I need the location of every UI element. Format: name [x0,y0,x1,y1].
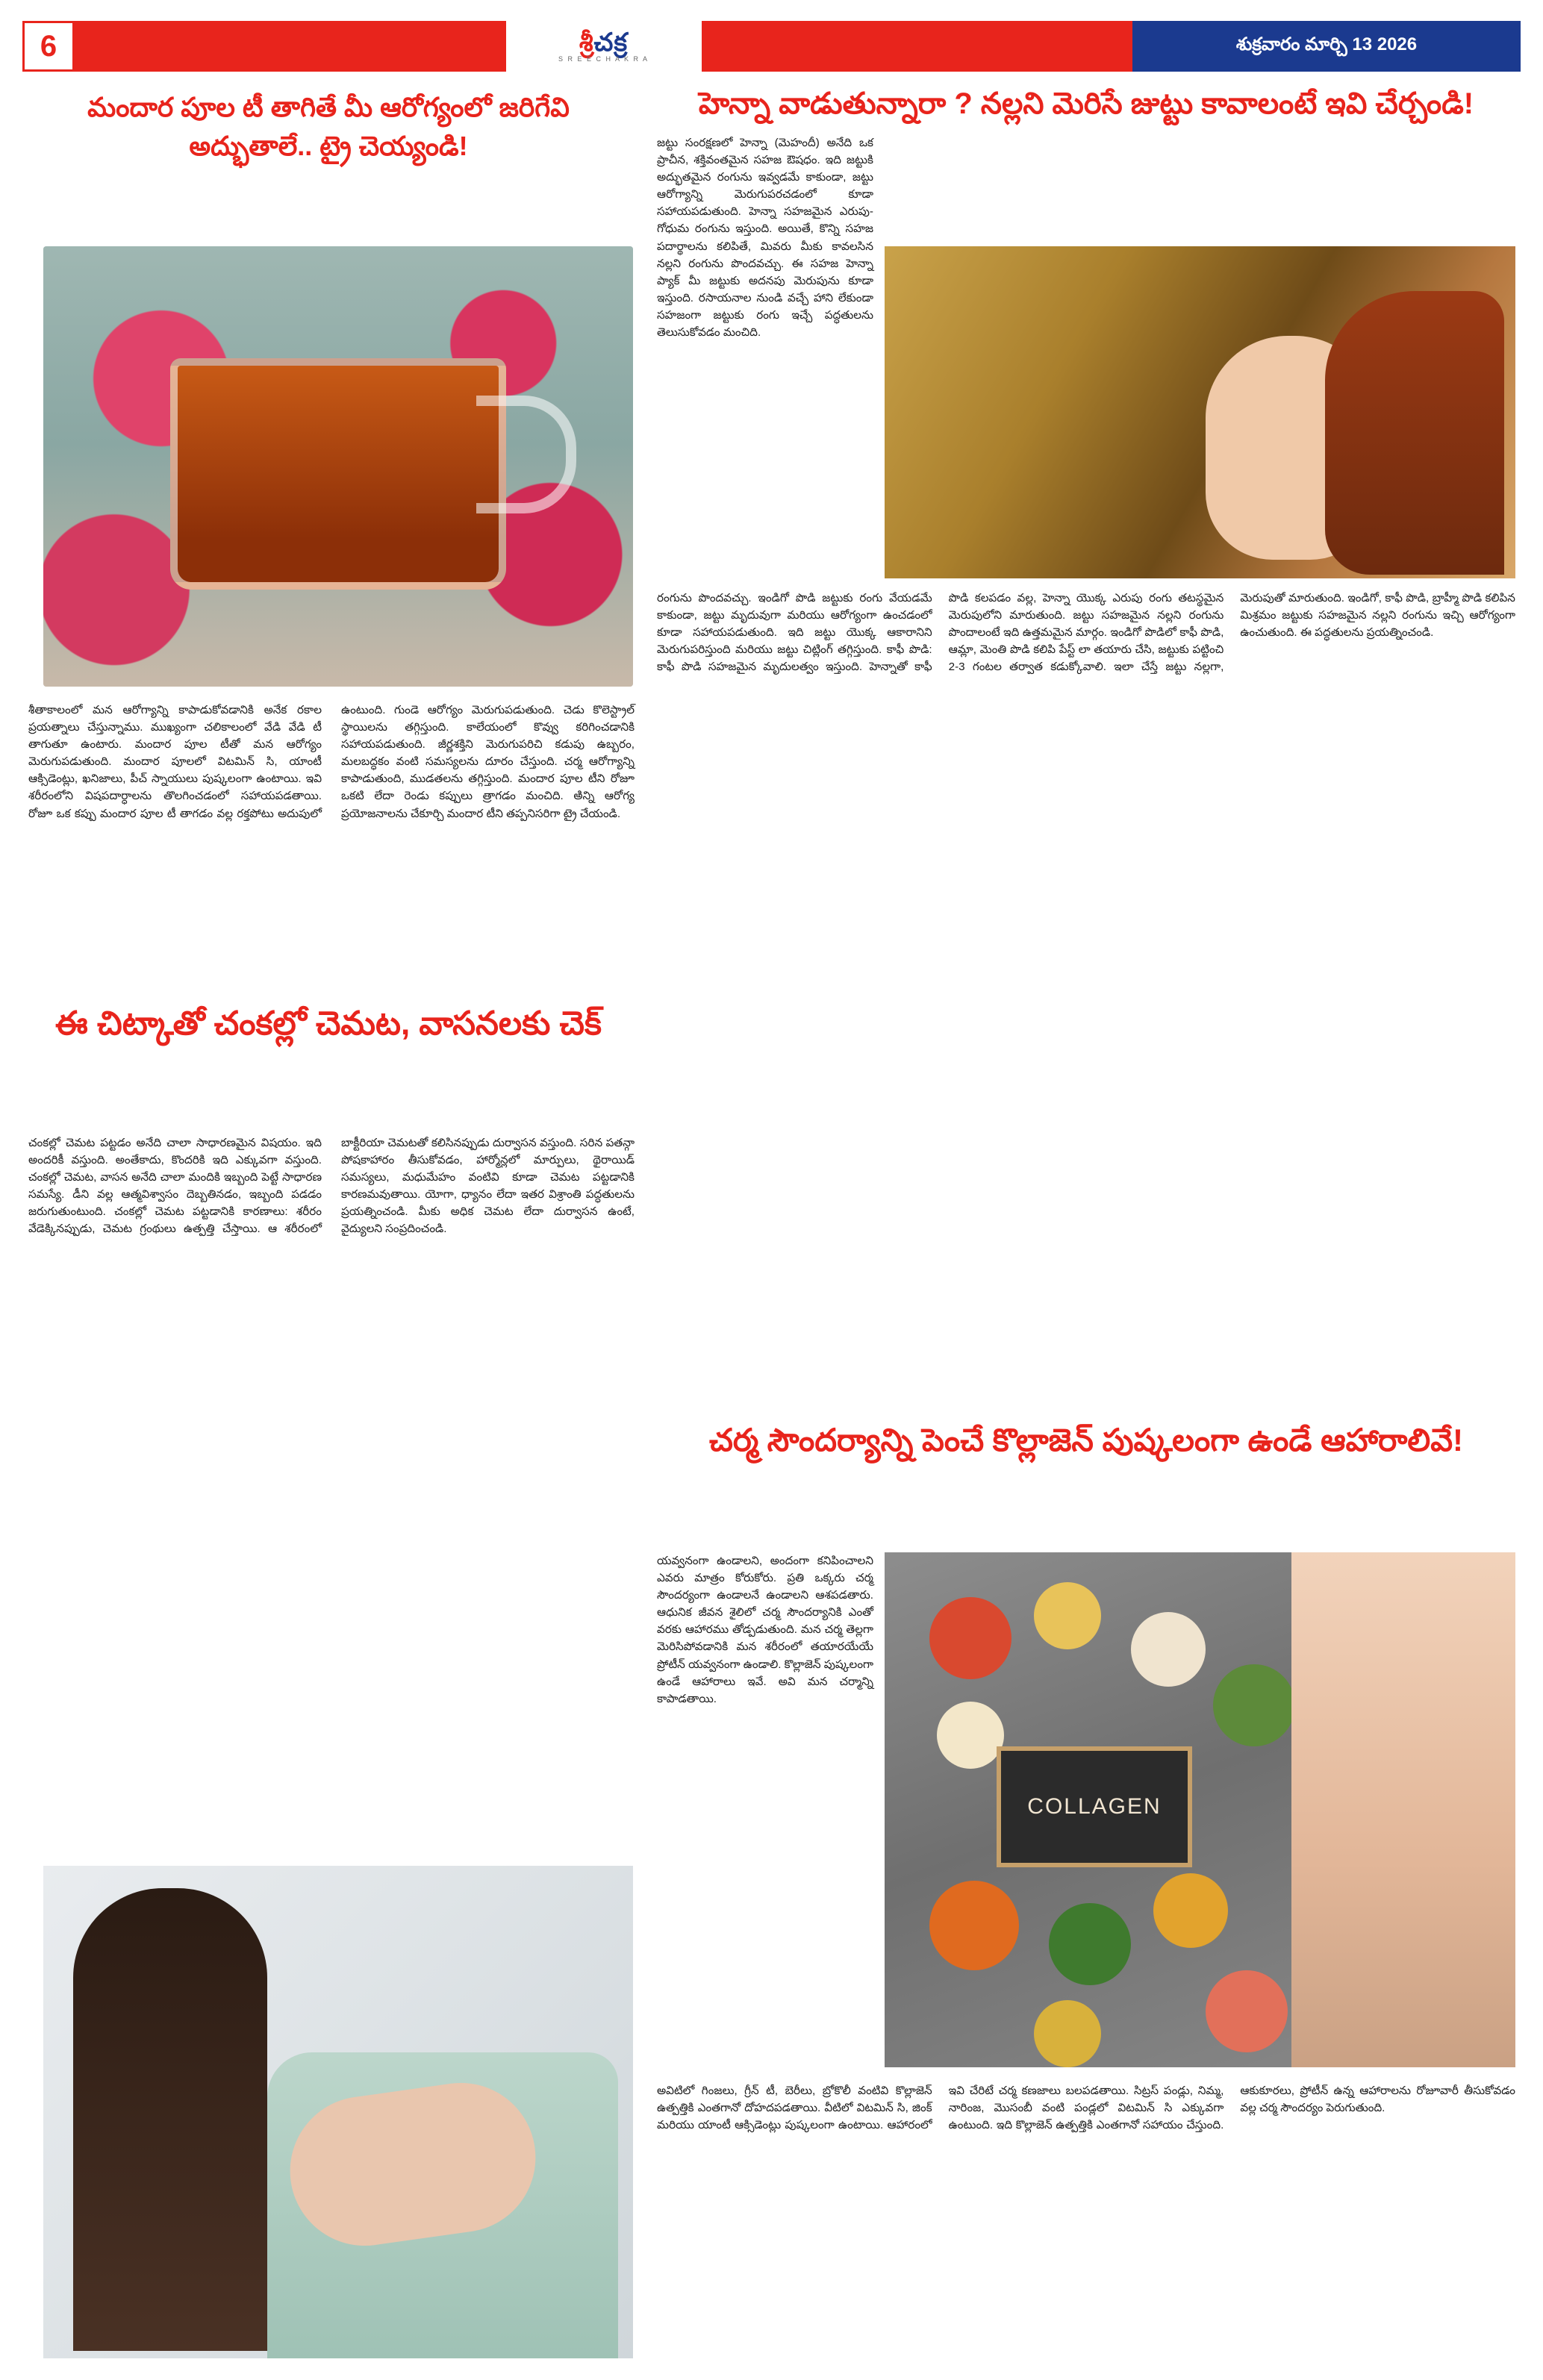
underarm-sweat-photo [43,1866,633,2358]
hibiscus-headline: మందార పూల టీ తాగితే మీ ఆరోగ్యంలో జరిగేవి అద్భుతాలే.. ట్రై చెయ్యండి! [87,92,570,162]
collagen-headline: చర్మ సౌందర్యాన్ని పెంచే కొల్లాజెన్ పుష్కలంగా ఉండే ఆహారాలివే! [708,1422,1464,1458]
sweat-body: చంకల్లో చెమట పట్టడం అనేది చాలా సాధారణమైన విషయం. ఇది అందరికీ వస్తుంది. అంతేకాదు, కొందరికి ఇది ఎక్కువగా వస్తుంది. చంకల్లో చెమట, వాసన అనేది చాలా మందికి ఇబ్బంది పెట్టే సాధారణ సమస్యే. డీని వల్ల ఆత్మవిశ్వాసం దెబ్బతినడం, ఇబ్బంది పడడం జరుగుతుంటుంది. చంకల్లో చెమట పట్టడానికి కారణాలు: శరీరం వేడెక్కినప్పుడు, చెమట గ్రంథులు ఉత్పత్తి చేస్తాయి. ఆ శరీరంలో బాక్టీరియా చెమటతో కలిసినప్పుడు దుర్వాసన వస్తుంది. సరిన పతన్గా పోషకాహారం తీసుకోవడం, హార్మోన్లలో మార్పులు, థైరాయిడ్ సమస్యలు, మధుమేహం వంటివి కూడా చెమట పట్టడానికి కారణమవుతాయి. యోగా, ధ్యానం లేదా ఇతర విశ్రాంతి పద్ధతులను ప్రయత్నించండి. మీకు అధిక చెమట లేదా దుర్వాసన ఉంటే, వైద్యులని సంప్రదించండి. [28,1137,635,1236]
collagen-body-main: అవిటిలో గింజలు, గ్రీన్ టీ, బెరీలు, బ్రోకొలీ వంటివి కొల్లాజెన్ ఉత్పత్తికి ఎంతగానో దోహదపడతాయి. వీటిలో విటమిన్ సి, జింక్ మరియు యాంటీ ఆక్సిడెంట్లు పుష్కలంగా ఉంటాయి. ఆహారంలో ఇవి చేరిటే చర్మ కణజాలు బలపడతాయి. సిట్రస్ పండ్లు, నిమ్మ, నారింజ, మొసంబీ వంటి పండ్లలో విటమిన్ సి ఎక్కువగా ఉంటుంది. ఇది కొల్లాజెన్ ఉత్పత్తికి ఎంతగానో సహాయం చేస్తుంది. ఆకుకూరలు, ప్రోటీన్ ఉన్న ఆహారాలను రోజూవారీ తీసుకోవడం వల్ల చర్మ సౌందర్యం పెరుగుతుంది. [657,2084,1515,2132]
hibiscus-body: శీతాకాలంలో మన ఆరోగ్యాన్ని కాపాడుకోవడానికి అనేక రకాల ప్రయత్నాలు చేస్తున్నాము. ముఖ్యంగా చలికాలంలో వేడి వేడి టీ తాగుతూ ఉంటారు. మందార పూల టీతో మన ఆరోగ్యం మెరుగుపడుతుంది. మందార పూలలో విటమిన్ సి, యాంటీ ఆక్సిడెంట్లు, ఖనిజాలు, పీచ్ స్నాయులు పుష్కలంగా ఉంటాయి. ఇవి శరీరంలోని విషపదార్ధాలను తొలగించడంలో సహాయపడతాయి. రోజూ ఒక కప్పు మందార పూల టీ తాగడం వల్ల రక్తపోటు అదుపులో ఉంటుంది. గుండె ఆరోగ్యం మెరుగుపడుతుంది. చెడు కొలెస్ట్రాల్ స్థాయిలను తగ్గిస్తుంది. కాలేయంలో కొవ్వు కరిగించడానికి సహాయపడుతుంది. జీర్ణశక్తిని మెరుగుపరిచి కడుపు ఉబ్బరం, మలబద్ధకం వంటి సమస్యలను దూరం చేస్తుంది. చర్మ ఆరోగ్యాన్ని కాపాడుతుంది, ముడతలను తగ్గిస్తుంది. మందార పూల టీని రోజూ ఒకటి లేదా రెండు కప్పులు త్రాగడం మంచిది. అిన్ని ఆరోగ్య ప్రయోజనాలను చేకూర్చి మందార టీని తప్పనిసరిగా ట్రై చేయండి. [28,704,635,820]
masthead [22,21,1521,72]
collagen-foods-photo [885,1552,1515,2067]
henna-hair-application-photo [885,246,1515,578]
logo-subtitle: S R E E C H A K R A [558,55,649,63]
logo-text [558,30,649,55]
masthead-center [75,21,1132,72]
henna-headline: హెన్నా వాడుతున్నారా ? నల్లని మెరిసే జుట్టు కావాలంటే ఇవి చేర్చండి! [698,87,1474,120]
henna-body-left: జట్టు సంరక్షణలో హెన్నా (మెహందీ) అనేది ఒక ప్రాచీన, శక్తివంతమైన సహజ ఔషధం. ఇది జట్టుకి అద్భుతమైన రంగును ఇవ్వడమే కాకుండా, జట్టు ఆరోగ్యాన్ని మెరుగుపరచడంలో కూడా సహాయపడుతుంది. హెన్నా సహజమైన ఎరుపు-గోధుమ రంగును ఇస్తుంది. అయితే, కొన్ని సహజ పదార్థాలను కలిపితే, మివరు మీకు కావలసిన నల్లని రంగును పొందవచ్చు. ఈ సహజ హెన్నా ప్యాక్ మీ జట్టుకు అదనపు మెరుపును కూడా ఇస్తుంది. రసాయనాల నుండి వచ్చే హాని లేకుండా సహజంగా జట్టుకు రంగు ఇచ్చే పద్ధతులను తెలుసుకోవడం మంచిది. [657,137,873,340]
henna-body-main: రంగును పొందవచ్చు. ఇండిగో పొడి జట్టుకు రంగు వేయడమే కాకుండా, జట్టు మృదువుగా మరియు ఆరోగ్యంగా ఉంచడంలో కూడా సహాయపడుతుంది. ఇది జట్టు యొక్క ఆకారానిని మెరుగుపరిస్తుంది మరియు జట్టు చిట్లింగ్ తగ్గిస్తుంది. కాఫీ పొడి: కాఫీ పొడి సహజమైన మృదులత్వం ఇస్తుంది. హెన్నాతో కాఫీ పొడి కలపడం వల్ల, హెన్నా యొక్క ఎరుపు రంగు తటస్థమైన మెరుపులోని మారుతుంది. జట్టు సహజమైన నల్లని రంగును పొందాలంటే ఇది ఉత్తమమైన మార్గం. ఇండిగో పొడిలో కాఫీ పొడి, ఆమ్లా, మెంతి పొడి కలిపి పేస్ట్ లా తయారు చేసి, జట్టుకు పట్టించి 2-3 గంటల తర్వాత కడుక్కోవాలి. ఇలా చేస్తే జట్టు నల్లగా, మెరుపుతో మారుతుంది. ఇండిగో, కాఫీ పొడి, బ్రాహ్మీ పొడి కలిపిన మిశ్రమం జట్టుకు సహజమైన నల్లని రంగును ఇచ్చి ఆరోగ్యంగా ఉంచుతుంది. ఈ పద్ధతులను ప్రయత్నించండి. [657,592,1515,674]
masthead-date: శుక్రవారం మార్చి 13 2026 [1132,21,1521,72]
hibiscus-tea-photo [43,246,633,687]
page-number: 6 [22,21,75,72]
sweat-headline: ఈ చిట్కాతో చంకల్లో చెమట, వాసనలకు చెక్ [55,1005,602,1042]
collagen-body-left: యవ్వనంగా ఉండాలని, అందంగా కనిపించాలని ఎవరు మాత్రం కోరుకోరు. ప్రతి ఒక్కరు చర్మ సౌందర్యంగా ఉండాలనే ఉండాలని ఆశపడతారు. ఆధునిక జీవన శైలిలో చర్మ సౌందర్యానికి ఎంతో వరకు ఆహారము తోడ్పడుతుంది. మన చర్మ తెల్లగా మెరిసిపోవడానికి మన శరీరంలో తయారయేయే ప్రోటీన్ యవ్వనంగా ఉండాలి. కొల్లాజెన్ పుష్కలంగా ఉండే ఆహారాలు ఇవే. అవి మన చర్మాన్ని కాపాడతాయి. [657,1555,874,1705]
logo-text-main: శ్రీ [579,28,594,57]
publication-logo [506,21,702,72]
collagen-board-label: COLLAGEN [997,1746,1192,1867]
logo-text-accent: చక్ర [593,28,629,57]
